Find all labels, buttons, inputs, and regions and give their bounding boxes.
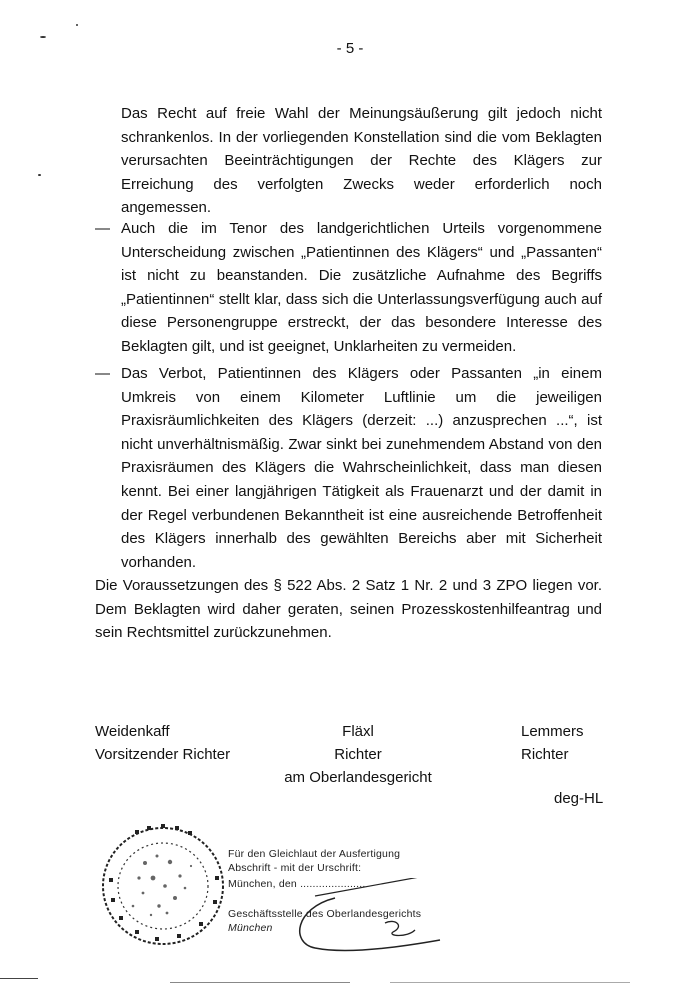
court-name: am Oberlandesgericht <box>284 769 432 786</box>
signature-block-judge <box>521 720 584 766</box>
certification-line: Geschäftsstelle des Oberlandesgerichts <box>228 908 422 920</box>
certification-line: München <box>228 922 273 934</box>
official-seal-icon <box>95 818 235 948</box>
judge-name: Weidenkaff <box>95 723 170 740</box>
paragraph-conclusion: Die Voraussetzungen des § 522 Abs. 2 Satz 1 Nr. 2 und 3 ZPO liegen vor. Dem Beklagten wird daher geraten, seinen Prozesskostenhilfeantrag und sein Rechtsmittel zurückzunehmen. <box>95 577 602 642</box>
certification-line: Abschrift - mit der Urschrift: <box>228 862 362 874</box>
certification-line: München, den ..................... <box>228 878 366 890</box>
handwritten-signature-icon <box>275 878 475 958</box>
scan-edge-line <box>390 982 630 983</box>
certification-line: Für den Gleichlaut der Ausfertigung <box>228 848 401 860</box>
certification-stamp-block <box>95 818 455 968</box>
signature-block-presiding <box>95 720 230 766</box>
scan-speck <box>76 24 78 26</box>
judge-name: Lemmers <box>521 723 584 740</box>
judge-title: Richter <box>334 746 382 763</box>
paragraph-restriction-freedom: Das Recht auf freie Wahl der Meinungsäußerung gilt jedoch nicht schrankenlos. In der vorliegenden Konstellation sind die vom Beklagten verursachten Beeinträchtigungen der Rechte des Klägers zur Erreichung des verfolgten Zwecks weder erforderlich noch angemessen. <box>121 105 602 217</box>
scan-speck <box>40 36 46 38</box>
list-dash: — <box>95 220 110 237</box>
list-dash: — <box>95 365 110 382</box>
judge-name: Fläxl <box>342 723 374 740</box>
judge-title: Richter <box>521 746 569 763</box>
page-number: - 5 - <box>336 40 364 57</box>
signature-block-judge <box>268 720 448 789</box>
scan-speck <box>38 174 41 176</box>
reference-code: deg-HL <box>554 790 604 807</box>
paragraph-radius-prohibition: Das Verbot, Patientinnen des Klägers oder Passanten „in einem Umkreis von einem Kilometer Luftlinie um die jeweiligen Praxisräumlichkeiten des Klägers (derzeit: ...) anzusprechen ...“, ist nicht unverhältnismäßig. Zwar sinkt bei zunehmendem Abstand von den Praxisräumen des Klägers die Wahrscheinlichkeit, dass man diesen kennt. Bei einer langjährigen Tätigkeit als Frauenarzt und der damit in der Regel verbundenen Bekanntheit ist eine ausreichende Betroffenheit des Klägers innerhalb des gewählten Bereichs aber mit Sicherheit vorhanden. <box>121 365 602 571</box>
judge-title: Vorsitzender Richter <box>95 746 231 763</box>
paragraph-distinction-patients-passers: Auch die im Tenor des landgerichtlichen Urteils vorgenommene Unterscheidung zwischen „Patientinnen des Klägers“ und „Passanten“ ist nicht zu beanstanden. Die zusätzliche Aufnahme des Begriffs „Patientinnen“ stellt klar, dass sich die Unterlassungsverfügung auch auf diese Personengruppe erstreckt, der das besondere Interesse des Beklagten gilt, und ist geeignet, Unklarheiten zu vermeiden. <box>121 220 602 355</box>
scan-edge-line <box>0 978 38 979</box>
scan-edge-line <box>170 982 350 983</box>
